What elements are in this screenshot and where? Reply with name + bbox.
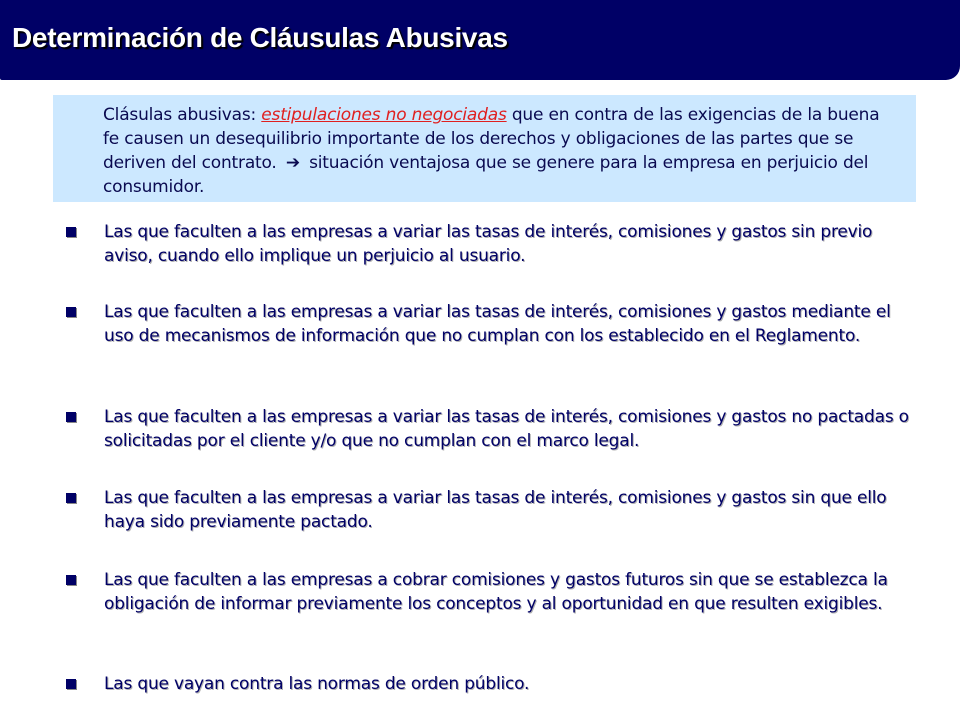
definition-middle: que en contra de las exigencias de la buena fe causen un desequilibrio importante de los derechos y obligaciones de las partes que se deriven del contrato. [103, 105, 880, 173]
bullet-text: Las que faculten a las empresas a cobrar comisiones y gastos futuros sin que se establezca la obligación de informar previamente los conceptos y al oportunidad en que resulten exigibles. [104, 570, 888, 614]
definition-box [53, 95, 916, 202]
definition-highlight: estipulaciones no negociadas [261, 105, 507, 125]
definition-prefix: Clásulas abusivas: [103, 105, 262, 125]
definition-suffix: situación ventajosa que se genere para la empresa en perjuicio del consumidor. [103, 153, 869, 197]
square-bullet-icon [66, 575, 76, 585]
page-title: Determinación de Cláusulas Abusivas [12, 22, 508, 53]
title-bar [0, 0, 960, 80]
bullet-text: Las que faculten a las empresas a variar las tasas de interés, comisiones y gastos sin previo aviso, cuando ello implique un perjuicio al usuario. [104, 222, 873, 266]
bullet-text: Las que faculten a las empresas a variar las tasas de interés, comisiones y gastos sin que ello haya sido previamente pactado. [104, 488, 887, 532]
square-bullet-icon [66, 679, 76, 689]
square-bullet-icon [66, 493, 76, 503]
square-bullet-icon [66, 307, 76, 317]
square-bullet-icon [66, 227, 76, 237]
bullet-text: Las que faculten a las empresas a variar las tasas de interés, comisiones y gastos no pactadas o solicitadas por el cliente y/o que no cumplan con el marco legal. [104, 407, 909, 451]
arrow-right-icon: ➔ [285, 153, 300, 173]
bullet-text: Las que vayan contra las normas de orden público. [104, 674, 530, 694]
square-bullet-icon [66, 412, 76, 422]
bullet-text: Las que faculten a las empresas a variar las tasas de interés, comisiones y gastos mediante el uso de mecanismos de información que no cumplan con los establecido en el Reglamento. [104, 302, 891, 346]
definition-text [103, 103, 896, 199]
